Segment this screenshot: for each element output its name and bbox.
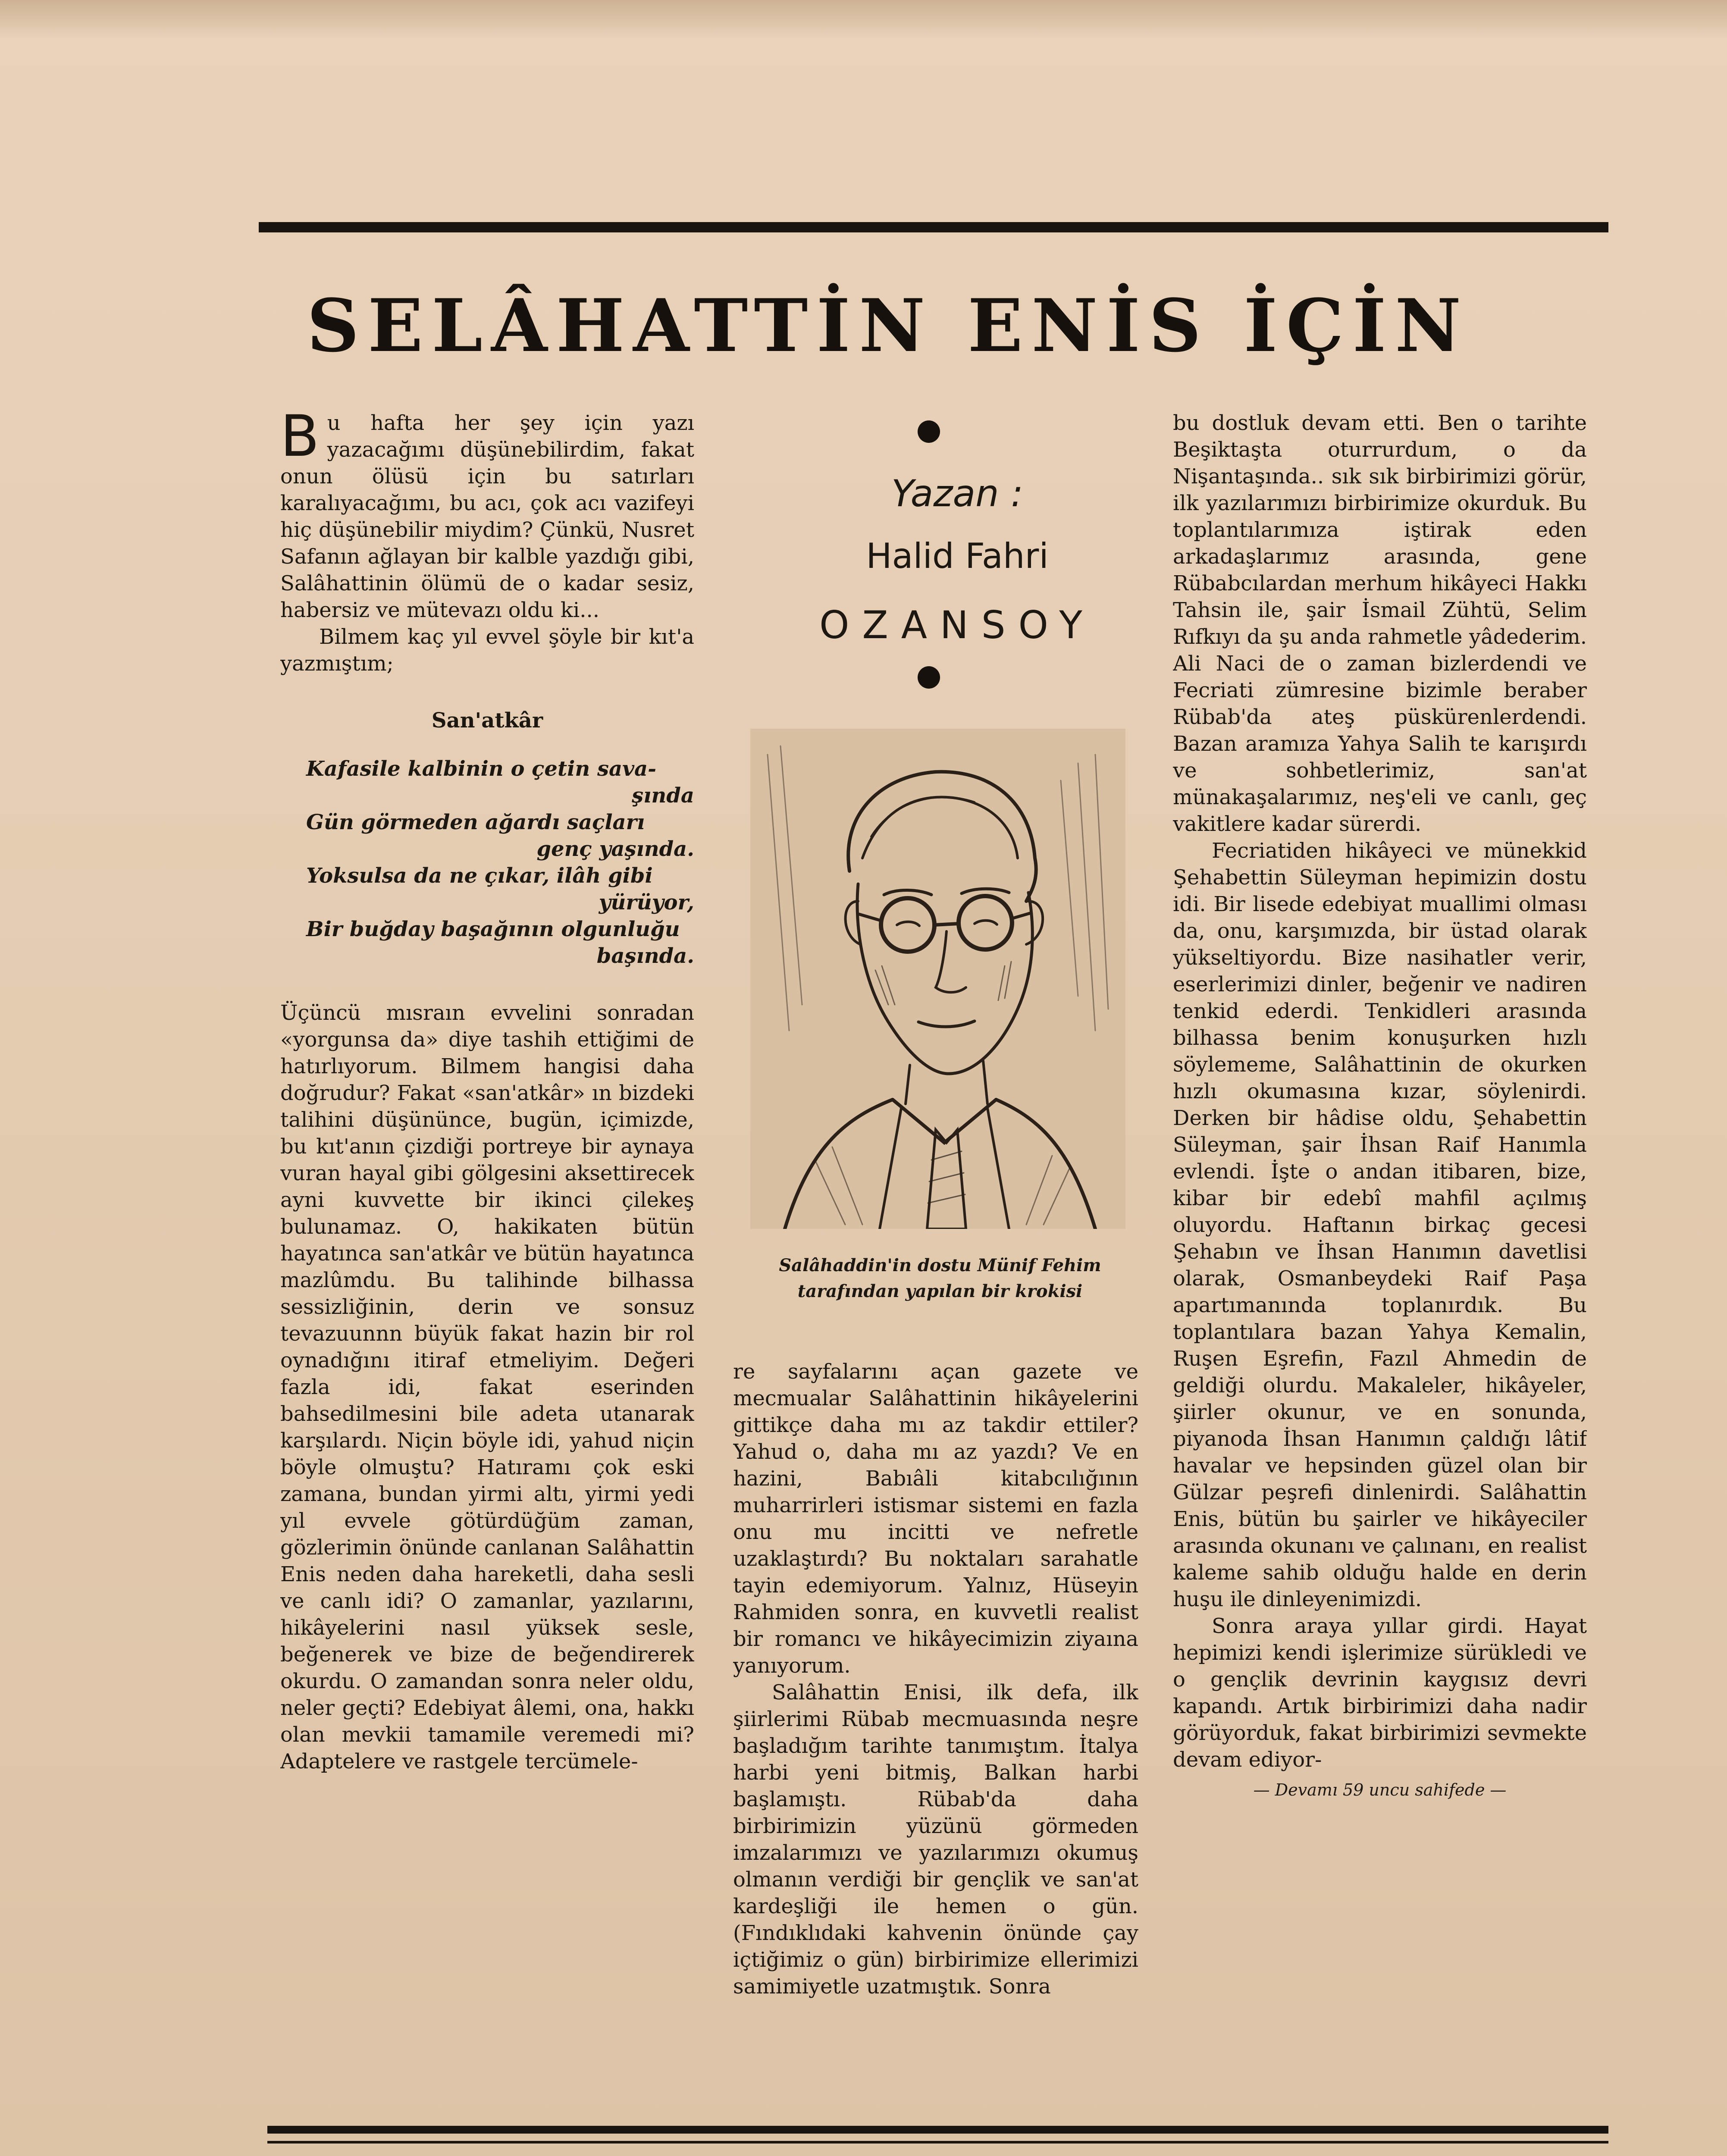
column-middle	[733, 1358, 1138, 2100]
poem-line: başında.	[596, 944, 694, 968]
paragraph-body: Fecriatiden hikâyeci ve münekkid Şehabettin Süleyman hepimizin dostu idi. Bir lisede edebiyat muallimi olması da, onu, karşımızda, bir üstad olarak yükseltiyordu. Bize nasihatler verir, eserlerimizi dinler, beğenir ve nadiren tenkid ederdi. Tenkidleri arasında bilhassa benim konuşurken hızlı söylememe, Salâhattinin de okurken hızlı okumasına kızar, söylenirdi. Derken bir hâdise oldu, Şehabettin Süleyman, şair İhsan Raif Hanımla evlendi. İşte o andan itibaren, bize, kibar bir edebî mahfil açılmış oluyordu. Haftanın birkaç gecesi Şehabın ve İhsan Hanımın davetlisi olarak, Osmanbeydeki Raif Paşa apartımanında toplanırdık. Bu toplantılara bazan Yahya Kemalin, Ruşen Eşrefin, Fazıl Ahmedin de geldiği olurdu. Makaleler, hikâyeler, şiirler okunur, ve en sonunda, piyanoda İhsan Hanımın çaldığı lâtif havalar ve hepsinden güzel olan bir Gülzar peşrefi dinlenirdi. Salâhattin Enis, bütün bu şairler ve hikâyeciler arasında okunanı ve çalınanı, en realist kaleme sahib olduğu halde en derin huşu ile dinleyenimizdi.	[1173, 839, 1587, 1611]
poem-line: Kafasile kalbinin o çetin sava-	[306, 757, 656, 781]
byline-label: Yazan :	[891, 472, 1023, 515]
top-rule	[259, 222, 1608, 232]
portrait-caption	[733, 1253, 1147, 1304]
poem-line: genç yaşında.	[536, 837, 694, 861]
paragraph-body: bu dostluk devam etti. Ben o tarihte Beşiktaşta oturrurdum, o da Nişantaşında.. sık sık birbirimizi görür, ilk yazılarımızı birbirimize okurduk. Bu toplantılarımıza iştirak eden arkadaşlarımız arasında, gene Rübabcılardan merhum hikâyeci Hakkı Tahsin ile, şair İsmail Zühtü, Selim Rıfkıyı da şu anda rahmetle yâdederim. Ali Naci de o zaman bizlerdendi ve Fecriati zümresine bizimle beraber Rübab'da ateş püskürenlerdendi. Bazan aramıza Yahya Salih te karışırdı ve sohbetlerimiz, san'at münakaşalarımız, neş'eli ve canlı, geç vakitlere kadar sürerdi.	[1173, 411, 1587, 836]
portrait-sketch	[750, 729, 1125, 1229]
article-title: SELÂHATTİN ENİS İÇİN	[307, 283, 1470, 368]
bottom-rule	[267, 2126, 1608, 2134]
paragraph-body: re sayfalarını açan gazete ve mecmualar Salâhattinin hikâyelerini gittikçe daha mı az takdir ettiler? Yahud o, daha mı az yazdı? Ve en hazini, Babıâli kitabcılığının muharrirleri istismar sistemi en fazla onu mu incitti ve nefretle uzaklaştırdı? Bu noktaları sarahatle tayin edemiyorum. Yalnız, Hüseyin Rahmiden sonra, en kuvvetli realist bir romancı ve hikâyecimizin ziyaına yanıyorum.	[733, 1360, 1138, 1678]
paragraph-body: Salâhattin Enisi, ilk defa, ilk şiirlerimi Rübab mecmuasında neşre başladığım tarihte tanımıştım. İtalya harbi yeni bitmiş, Balkan harbi başlamıştı. Rübab'da daha birbirimizin yüzünü görmeden imzalarımızı ve yazılarımızı okumuş olmanın verdiği bir gençlik ve san'at kardeşliği ile hemen o gün. (Fındıklıdaki kahvenin önünde çay içtiğimiz o gün) birbirimize ellerimizi samimiyetle uzatmıştık. Sonra	[733, 1680, 1138, 1999]
drop-cap: B	[280, 410, 320, 470]
paragraph-body: Sonra araya yıllar girdi. Hayat hepimizi kendi işlerimize sürükledi ve o gençlik devrinin kaygısız devri kapandı. Artık birbirimizi daha nadir görüyorduk, fakat birbirimizi sevmekte devam ediyor-	[1173, 1614, 1587, 1772]
column-left	[280, 410, 694, 2126]
bullet-icon	[918, 420, 940, 443]
poem-line: yürüyor,	[599, 890, 694, 915]
paragraph-intro	[280, 410, 694, 624]
poem-line: Yoksulsa da ne çıkar, ilâh gibi	[306, 864, 653, 888]
poem	[306, 755, 694, 969]
author-surname: OZANSOY	[819, 603, 1095, 647]
column-right	[1173, 410, 1587, 2109]
paragraph-intro-text: u hafta her şey için yazı yazacağımı düşünebilirdim, fakat onun ölüsü için bu satırları karalıyacağımı, bu acı, çok acı vazifeyi hiç düşünebilir miydim? Çünkü, Nusret Safanın ağlayan bir kalble yazdığı gibi, Salâhattinin ölümü de o kadar sesiz, habersiz ve mütevazı oldu ki...	[280, 411, 694, 622]
poem-title: San'atkâr	[431, 708, 543, 733]
bottom-rule-thin	[267, 2141, 1608, 2143]
author-name: Halid Fahri	[866, 536, 1049, 576]
portrait-sketch-drawing	[750, 729, 1125, 1229]
caption-line: Salâhaddin'in dostu Münif Fehim	[779, 1255, 1101, 1275]
caption-line: tarafından yapılan bir krokisi	[797, 1281, 1083, 1301]
poem-line: Bir buğday başağının olgunluğu	[306, 917, 680, 941]
continued-note: — Devamı 59 uncu sahifede —	[1253, 1780, 1507, 1799]
paragraph-body: Üçüncü mısraın evvelini sonradan «yorgunsa da» diye tashih ettiğimi de hatırlıyorum. Bilmem hangisi daha doğrudur? Fakat «san'atkâr» ın bizdeki talihini düşününce, bugün, içimizde, bu kıt'anın çizdiği portreye bir aynaya vuran hayal gibi gölgesini aksettirecek ayni kuvvette bir ikinci çilekeş bulunamaz. O, hakikaten bütün hayatınca san'atkâr ve bütün hayatınca mazlûmdu. Bu talihinde bilhassa sessizliğinin, derin ve sonsuz tevazuunnn büyük fakat hazin bir rol oynadığını itiraf etmeliyim. Değeri fazla idi, fakat eserinden bahsedilmesini bile adeta utanarak karşılardı. Niçin böyle idi, yahud niçin böyle olmuştu? Hatıramı çok eski zamana, bundan yirmi altı, yirmi yedi yıl evvele götürdüğüm zaman, gözlerimin önünde canlanan Salâhattin Enis neden daha hareketli, daha sesli ve canlı idi? O zamanlar, yazılarını, hikâyelerini nasıl yüksek sesle, beğenerek ve bize de beğendirerek okurdu. O zamandan sonra neler oldu, neler geçti? Edebiyat âlemi, ona, hakkı olan mevkii tamamile veremedi mi? Adaptelere ve rastgele tercümele-	[280, 1001, 694, 1774]
poem-line: şında	[632, 783, 694, 808]
bullet-icon	[918, 666, 940, 689]
paragraph-kita-intro: Bilmem kaç yıl evvel şöyle bir kıt'a yazmıştım;	[280, 625, 694, 676]
poem-line: Gün görmeden ağardı saçları	[306, 810, 645, 834]
